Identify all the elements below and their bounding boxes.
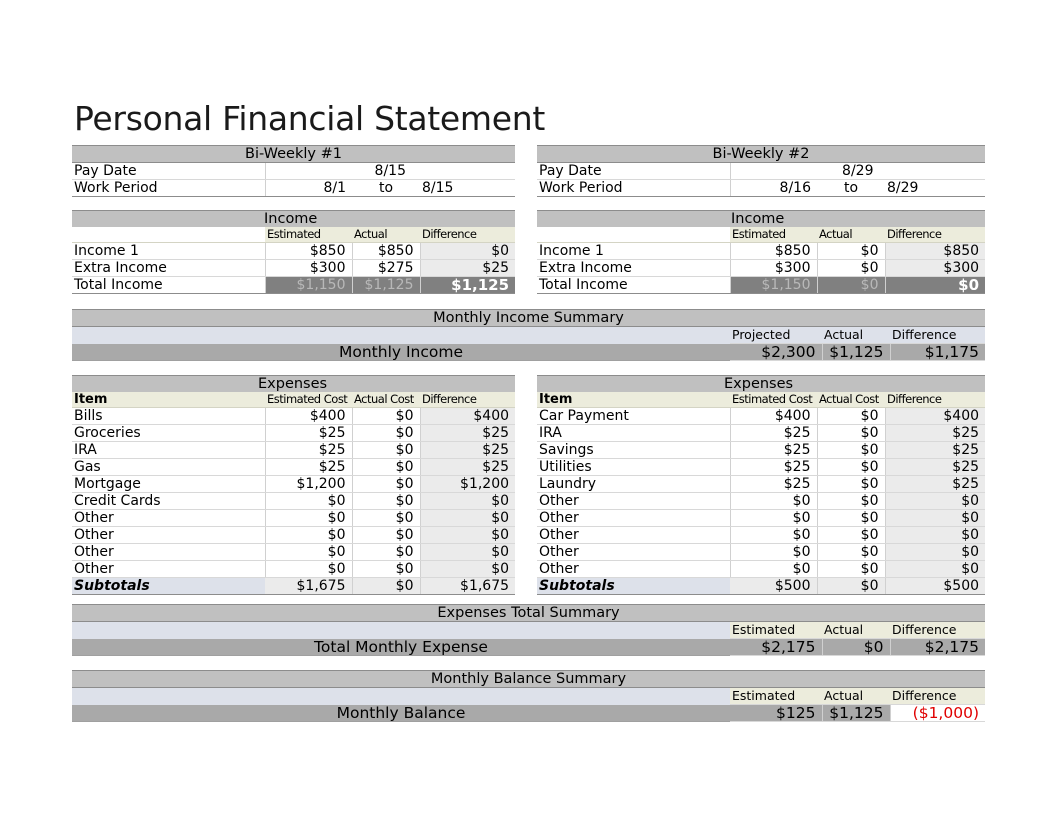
cell-actual-cost: $0 — [817, 459, 885, 476]
table-row — [72, 561, 515, 578]
cell-item: Savings — [537, 442, 730, 459]
cell-item: Credit Cards — [72, 493, 265, 510]
total-difference: $0 — [885, 277, 985, 294]
cell-item: Other — [72, 510, 265, 527]
cell-difference: $0 — [420, 561, 515, 578]
cell-difference: $25 — [420, 459, 515, 476]
cell-difference: $850 — [885, 243, 985, 260]
col-difference: Difference — [420, 392, 515, 408]
table-row — [537, 561, 985, 578]
monthly-income-summary — [72, 309, 985, 361]
balance-actual: $1,125 — [822, 705, 890, 722]
subtotal-difference: $1,675 — [420, 578, 515, 595]
cell-difference: $0 — [885, 527, 985, 544]
cell-item: Mortgage — [72, 476, 265, 493]
cell-difference: $0 — [420, 243, 515, 260]
col-difference: Difference — [420, 227, 515, 243]
total-actual: $1,125 — [352, 277, 420, 294]
subtotal-actual: $0 — [817, 578, 885, 595]
expenses-header: Expenses — [72, 376, 515, 393]
biweekly-2-header: Bi-Weekly #2 — [537, 146, 985, 163]
expense-rows — [537, 408, 985, 578]
cell-item: Utilities — [537, 459, 730, 476]
cell-difference: $0 — [420, 527, 515, 544]
cell-item: IRA — [537, 425, 730, 442]
cell-estimated: $850 — [730, 243, 817, 260]
cell-item: Bills — [72, 408, 265, 425]
monthly-income-header: Monthly Income Summary — [72, 310, 985, 327]
expenses-header: Expenses — [537, 376, 985, 393]
cell-estimated-cost: $25 — [730, 442, 817, 459]
expenses-table-1 — [72, 375, 515, 595]
work-period-to-label: to — [817, 180, 885, 197]
cell-item: Other — [72, 527, 265, 544]
cell-estimated: $300 — [730, 260, 817, 277]
cell-estimated-cost: $0 — [265, 544, 352, 561]
cell-item: Other — [537, 527, 730, 544]
total-row — [72, 277, 515, 294]
income-header: Income — [537, 211, 985, 228]
subtotal-row — [537, 578, 985, 595]
pay-date-value: 8/29 — [730, 163, 985, 180]
col-actual: Actual — [822, 688, 890, 705]
page-title: Personal Financial Statement — [74, 99, 546, 138]
cell-item: Car Payment — [537, 408, 730, 425]
cell-actual-cost: $0 — [817, 425, 885, 442]
cell-actual-cost: $0 — [352, 442, 420, 459]
subtotal-row — [72, 578, 515, 595]
cell-actual: $0 — [817, 243, 885, 260]
table-row — [537, 243, 985, 260]
cell-estimated-cost: $25 — [265, 459, 352, 476]
cell-actual-cost: $0 — [817, 510, 885, 527]
total-row — [537, 277, 985, 294]
monthly-balance-label: Monthly Balance — [72, 705, 730, 722]
cell-actual-cost: $0 — [352, 544, 420, 561]
biweekly-1-header: Bi-Weekly #1 — [72, 146, 515, 163]
col-estimated-cost: Estimated Cost — [265, 392, 352, 408]
cell-difference: $0 — [885, 561, 985, 578]
cell-item: Laundry — [537, 476, 730, 493]
table-row — [72, 476, 515, 493]
cell-actual-cost: $0 — [352, 459, 420, 476]
cell-item: Other — [537, 493, 730, 510]
table-row — [72, 544, 515, 561]
work-period-label: Work Period — [537, 180, 730, 197]
col-estimated: Estimated — [730, 688, 822, 705]
table-row — [537, 260, 985, 277]
col-estimated: Estimated — [730, 622, 822, 639]
table-row — [537, 527, 985, 544]
balance-estimated: $125 — [730, 705, 822, 722]
monthly-income-actual: $1,125 — [822, 344, 890, 361]
total-monthly-expense-label: Total Monthly Expense — [72, 639, 730, 656]
cell-difference: $0 — [420, 493, 515, 510]
subtotal-label: Subtotals — [537, 578, 730, 595]
cell-difference: $0 — [420, 510, 515, 527]
total-expense-estimated: $2,175 — [730, 639, 822, 656]
cell-actual-cost: $0 — [352, 408, 420, 425]
cell-estimated-cost: $0 — [265, 510, 352, 527]
monthly-income-difference: $1,175 — [890, 344, 985, 361]
cell-difference: $0 — [885, 510, 985, 527]
col-difference: Difference — [890, 688, 985, 705]
work-period-from: 8/16 — [730, 180, 817, 197]
cell-actual-cost: $0 — [817, 442, 885, 459]
cell-actual-cost: $0 — [817, 408, 885, 425]
income-table-2 — [537, 210, 985, 294]
cell-difference: $0 — [885, 493, 985, 510]
col-item: Item — [537, 392, 730, 408]
cell-difference: $25 — [885, 459, 985, 476]
subtotal-difference: $500 — [885, 578, 985, 595]
table-row — [537, 476, 985, 493]
col-estimated: Estimated — [265, 227, 352, 243]
table-row — [72, 260, 515, 277]
cell-estimated-cost: $0 — [265, 493, 352, 510]
col-projected: Projected — [730, 327, 822, 344]
cell-difference: $0 — [420, 544, 515, 561]
cell-difference: $25 — [420, 442, 515, 459]
total-estimated: $1,150 — [265, 277, 352, 294]
expenses-table-2 — [537, 375, 985, 595]
income-header: Income — [72, 211, 515, 228]
work-period-to: 8/15 — [420, 180, 515, 197]
cell-actual: $0 — [817, 260, 885, 277]
col-actual-cost: Actual Cost — [352, 392, 420, 408]
col-difference: Difference — [890, 327, 985, 344]
subtotal-label: Subtotals — [72, 578, 265, 595]
cell-difference: $25 — [420, 425, 515, 442]
table-row — [72, 510, 515, 527]
cell-actual-cost: $0 — [352, 476, 420, 493]
biweekly-1-table — [72, 145, 515, 197]
cell-difference: $400 — [885, 408, 985, 425]
work-period-to-label: to — [352, 180, 420, 197]
total-expense-difference: $2,175 — [890, 639, 985, 656]
cell-item: Other — [537, 561, 730, 578]
cell-difference: $400 — [420, 408, 515, 425]
cell-item: Other — [537, 544, 730, 561]
work-period-from: 8/1 — [265, 180, 352, 197]
table-row — [72, 442, 515, 459]
cell-actual-cost: $0 — [352, 510, 420, 527]
row-label: Extra Income — [537, 260, 730, 277]
cell-actual-cost: $0 — [352, 527, 420, 544]
cell-actual-cost: $0 — [817, 493, 885, 510]
row-label: Income 1 — [72, 243, 265, 260]
monthly-income-projected: $2,300 — [730, 344, 822, 361]
expenses-summary-header: Expenses Total Summary — [72, 605, 985, 622]
pay-date-label: Pay Date — [72, 163, 265, 180]
table-row — [537, 493, 985, 510]
cell-estimated: $300 — [265, 260, 352, 277]
col-difference: Difference — [885, 392, 985, 408]
total-actual: $0 — [817, 277, 885, 294]
cell-estimated-cost: $25 — [730, 425, 817, 442]
cell-estimated-cost: $25 — [730, 476, 817, 493]
cell-estimated-cost: $25 — [265, 425, 352, 442]
col-estimated-cost: Estimated Cost — [730, 392, 817, 408]
cell-estimated: $850 — [265, 243, 352, 260]
cell-estimated-cost: $0 — [730, 544, 817, 561]
work-period-to: 8/29 — [885, 180, 985, 197]
cell-estimated-cost: $0 — [730, 493, 817, 510]
cell-difference: $25 — [885, 476, 985, 493]
col-estimated: Estimated — [730, 227, 817, 243]
row-label: Income 1 — [537, 243, 730, 260]
cell-estimated-cost: $0 — [265, 527, 352, 544]
total-label: Total Income — [72, 277, 265, 294]
col-actual: Actual — [352, 227, 420, 243]
cell-item: Groceries — [72, 425, 265, 442]
col-actual: Actual — [817, 227, 885, 243]
cell-difference: $25 — [885, 442, 985, 459]
total-expense-actual: $0 — [822, 639, 890, 656]
col-item: Item — [72, 392, 265, 408]
cell-actual: $275 — [352, 260, 420, 277]
col-actual: Actual — [822, 327, 890, 344]
cell-estimated-cost: $0 — [730, 561, 817, 578]
pay-date-value: 8/15 — [265, 163, 515, 180]
table-row — [537, 459, 985, 476]
table-row — [72, 459, 515, 476]
cell-item: Other — [537, 510, 730, 527]
total-label: Total Income — [537, 277, 730, 294]
col-actual: Actual — [822, 622, 890, 639]
cell-item: Other — [72, 544, 265, 561]
col-actual-cost: Actual Cost — [817, 392, 885, 408]
cell-actual-cost: $0 — [352, 561, 420, 578]
cell-estimated-cost: $400 — [730, 408, 817, 425]
biweekly-2-table — [537, 145, 985, 197]
cell-estimated-cost: $1,200 — [265, 476, 352, 493]
cell-item: Other — [72, 561, 265, 578]
table-row — [72, 493, 515, 510]
table-row — [537, 442, 985, 459]
cell-actual-cost: $0 — [817, 561, 885, 578]
table-row — [537, 510, 985, 527]
cell-estimated-cost: $25 — [265, 442, 352, 459]
table-row — [72, 408, 515, 425]
table-row — [72, 527, 515, 544]
cell-difference: $25 — [420, 260, 515, 277]
total-estimated: $1,150 — [730, 277, 817, 294]
cell-difference: $1,200 — [420, 476, 515, 493]
cell-item: Gas — [72, 459, 265, 476]
cell-estimated-cost: $25 — [730, 459, 817, 476]
expense-rows — [72, 408, 515, 578]
col-difference: Difference — [885, 227, 985, 243]
pay-date-label: Pay Date — [537, 163, 730, 180]
total-difference: $1,125 — [420, 277, 515, 294]
monthly-income-label: Monthly Income — [72, 344, 730, 361]
cell-actual-cost: $0 — [817, 527, 885, 544]
balance-difference: ($1,000) — [890, 705, 985, 722]
cell-difference: $25 — [885, 425, 985, 442]
work-period-label: Work Period — [72, 180, 265, 197]
table-row — [537, 425, 985, 442]
row-label: Extra Income — [72, 260, 265, 277]
cell-estimated-cost: $0 — [265, 561, 352, 578]
cell-actual: $850 — [352, 243, 420, 260]
table-row — [72, 425, 515, 442]
cell-difference: $0 — [885, 544, 985, 561]
cell-estimated-cost: $0 — [730, 510, 817, 527]
income-table-1 — [72, 210, 515, 294]
cell-actual-cost: $0 — [352, 425, 420, 442]
expenses-total-summary — [72, 604, 985, 656]
subtotal-estimated: $500 — [730, 578, 817, 595]
table-row — [537, 544, 985, 561]
monthly-balance-summary — [72, 670, 985, 722]
cell-item: IRA — [72, 442, 265, 459]
subtotal-estimated: $1,675 — [265, 578, 352, 595]
cell-actual-cost: $0 — [817, 544, 885, 561]
cell-actual-cost: $0 — [817, 476, 885, 493]
cell-actual-cost: $0 — [352, 493, 420, 510]
col-difference: Difference — [890, 622, 985, 639]
table-row — [537, 408, 985, 425]
balance-summary-header: Monthly Balance Summary — [72, 671, 985, 688]
cell-estimated-cost: $400 — [265, 408, 352, 425]
cell-difference: $300 — [885, 260, 985, 277]
cell-estimated-cost: $0 — [730, 527, 817, 544]
table-row — [72, 243, 515, 260]
subtotal-actual: $0 — [352, 578, 420, 595]
